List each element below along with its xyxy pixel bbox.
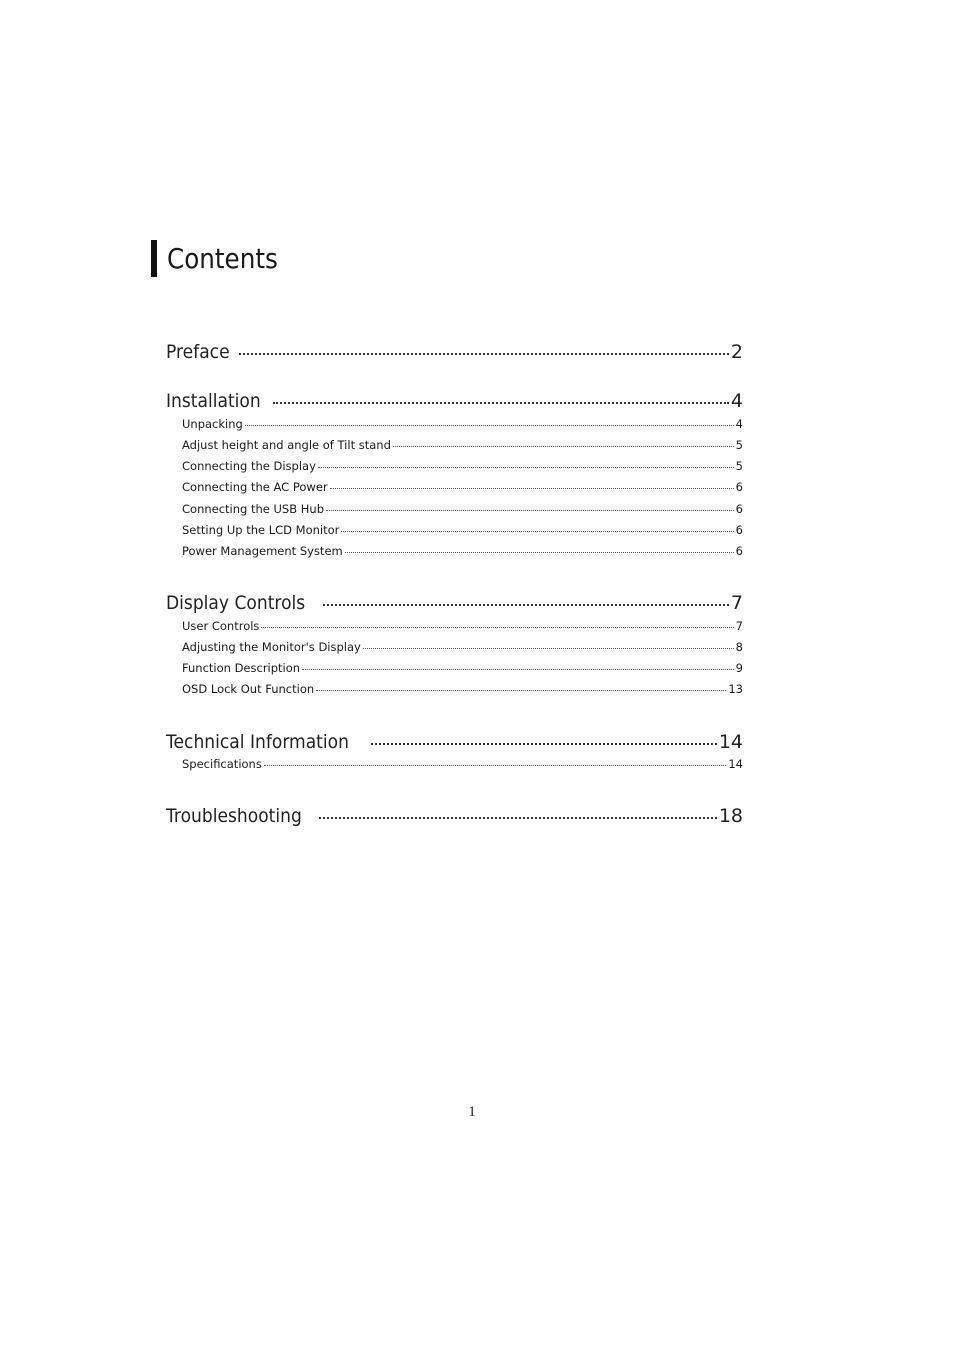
toc-item-label: Power Management System — [182, 543, 343, 558]
toc-item-label: Function Description — [182, 660, 301, 675]
toc-section-display-controls[interactable] — [166, 588, 743, 614]
toc-section-page: 4 — [730, 390, 743, 412]
toc-item-page: 6 — [735, 543, 743, 558]
toc-item-page: 5 — [735, 458, 743, 473]
toc-item-label: Connecting the Display — [182, 458, 316, 473]
toc-item-page: 6 — [735, 479, 743, 494]
dot-leader — [341, 519, 733, 532]
toc-item-page: 13 — [728, 681, 743, 696]
toc-item-label: Adjust height and angle of Tilt stand — [182, 437, 391, 452]
toc-section-label: Display Controls — [166, 592, 306, 614]
toc-item-tilt-stand[interactable] — [182, 436, 743, 452]
toc-section-label: Troubleshooting — [166, 805, 302, 827]
toc-item-label: User Controls — [182, 618, 260, 633]
toc-section-page: 14 — [718, 731, 743, 753]
toc-item-osd-lock-out[interactable] — [182, 680, 743, 696]
toc-section-label: Preface — [166, 341, 230, 363]
dot-leader — [316, 678, 726, 691]
dot-leader — [264, 753, 727, 766]
toc-item-label: Connecting the AC Power — [182, 479, 328, 494]
toc-item-page: 7 — [735, 618, 743, 633]
toc-item-connecting-display[interactable] — [182, 457, 743, 473]
toc-item-page: 8 — [735, 639, 743, 654]
toc-item-page: 6 — [735, 501, 743, 516]
dot-leader — [371, 724, 717, 745]
toc-item-function-description[interactable] — [182, 659, 743, 675]
toc-item-page: 9 — [735, 660, 743, 675]
toc-section-troubleshooting[interactable] — [166, 801, 743, 827]
page-title: Contents — [167, 241, 278, 275]
toc-item-connecting-ac-power[interactable] — [182, 478, 743, 494]
dot-leader — [393, 434, 734, 447]
toc-item-page: 6 — [735, 522, 743, 537]
dot-leader — [363, 636, 734, 649]
contents-heading — [151, 239, 293, 277]
toc-item-page: 5 — [735, 437, 743, 452]
toc-item-label: Specifications — [182, 756, 262, 771]
dot-leader — [239, 334, 729, 355]
toc-section-preface[interactable] — [166, 337, 743, 363]
toc-section-installation[interactable] — [166, 386, 743, 412]
toc-item-user-controls[interactable] — [182, 617, 743, 633]
dot-leader — [245, 413, 734, 426]
dot-leader — [273, 383, 729, 404]
toc-item-setting-up-lcd[interactable] — [182, 521, 743, 537]
toc-item-label: Setting Up the LCD Monitor — [182, 522, 340, 537]
toc-section-page: 18 — [718, 805, 743, 827]
toc-section-page: 7 — [730, 592, 743, 614]
toc-item-label: OSD Lock Out Function — [182, 681, 315, 696]
dot-leader — [345, 540, 734, 553]
toc-item-page: 4 — [735, 416, 743, 431]
dot-leader — [323, 585, 729, 606]
toc-item-specifications[interactable] — [182, 755, 743, 771]
heading-accent-bar — [151, 240, 157, 277]
dot-leader — [326, 498, 734, 511]
toc-item-connecting-usb-hub[interactable] — [182, 500, 743, 516]
toc-item-label: Adjusting the Monitor's Display — [182, 639, 361, 654]
dot-leader — [302, 657, 734, 670]
page-number: 1 — [468, 1104, 476, 1120]
toc-item-label: Unpacking — [182, 416, 243, 431]
toc-section-label: Installation — [166, 390, 261, 412]
toc-item-unpacking[interactable] — [182, 415, 743, 431]
dot-leader — [319, 798, 717, 819]
toc-item-adjusting-display[interactable] — [182, 638, 743, 654]
toc-section-technical-information[interactable] — [166, 727, 743, 753]
toc-item-label: Connecting the USB Hub — [182, 501, 325, 516]
dot-leader — [261, 615, 733, 628]
dot-leader — [318, 455, 734, 468]
toc-section-page: 2 — [730, 341, 743, 363]
dot-leader — [330, 476, 734, 489]
toc-item-power-management[interactable] — [182, 542, 743, 558]
toc-section-label: Technical Information — [166, 731, 349, 753]
toc-item-page: 14 — [728, 756, 743, 771]
